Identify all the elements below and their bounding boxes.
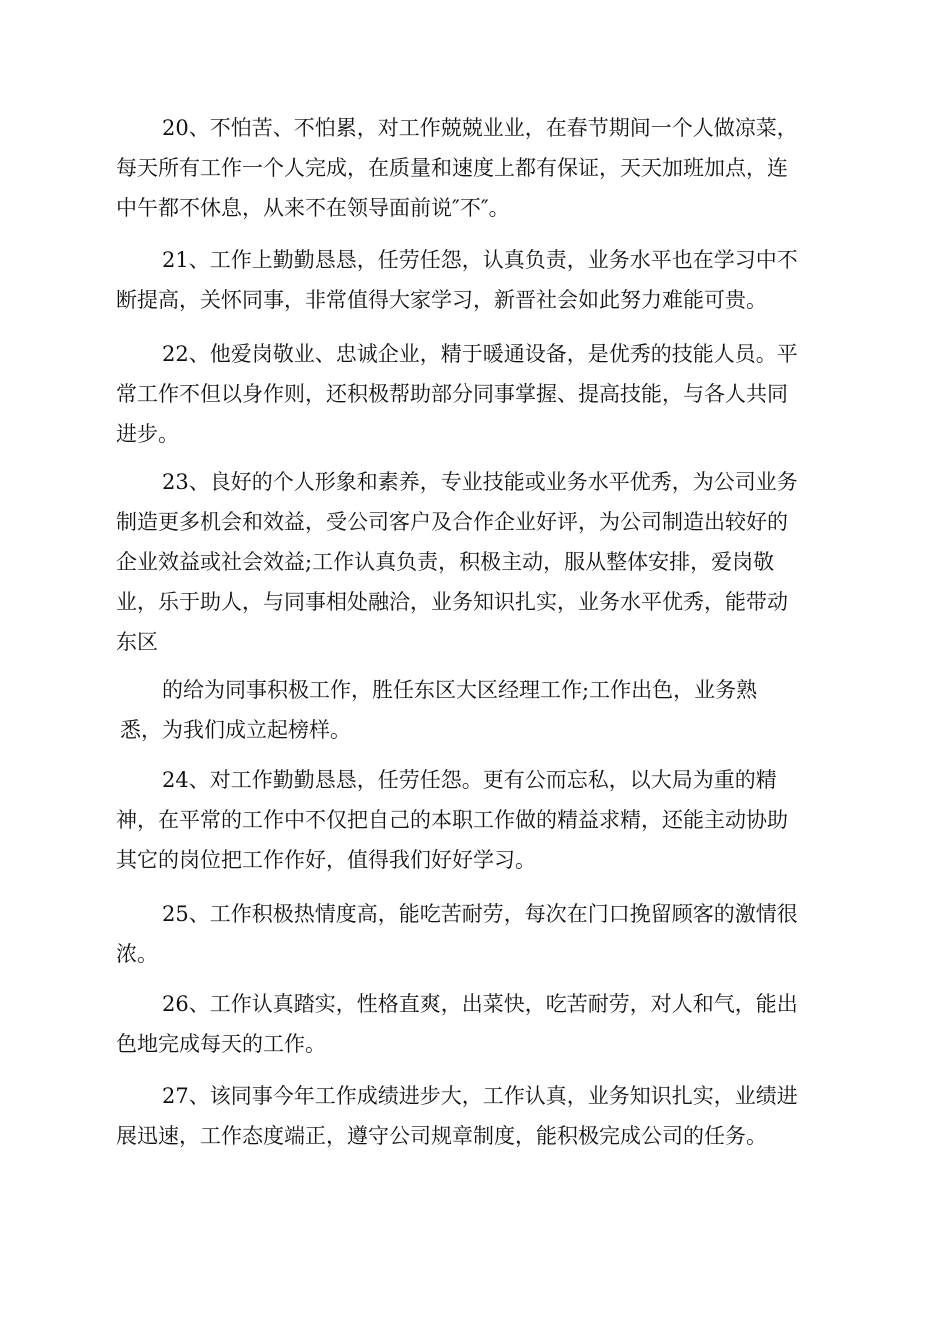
paragraph-line: 业，乐于助人，与同事相处融洽，业务知识扎实，业务水平优秀，能带动 xyxy=(116,590,788,614)
paragraph-27 xyxy=(116,1076,836,1156)
paragraph-line: 断提高，关怀同事，非常值得大家学习，新晋社会如此努力难能可贵。 xyxy=(116,288,767,312)
paragraph-line: 色地完成每天的工作。 xyxy=(116,1032,326,1056)
paragraph-line: 常工作不但以身作则，还积极帮助部分同事掌握、提高技能，与各人共同 xyxy=(116,382,788,406)
paragraph-line: 神，在平常的工作中不仅把自己的本职工作做的精益求精，还能主动协助 xyxy=(116,808,788,832)
paragraph-line: 中午都不休息，从来不在领导面前说″不″。 xyxy=(116,196,510,220)
paragraph-line: 制造更多机会和效益，受公司客户及合作企业好评，为公司制造出较好的 xyxy=(116,510,788,534)
paragraph-line: 进步。 xyxy=(116,422,179,446)
paragraph-line: 浓。 xyxy=(116,942,158,966)
paragraph-line: 的给为同事积极工作，胜任东区大区经理工作;工作出色，业务熟 xyxy=(162,678,758,702)
paragraph-line: 24、对工作勤勤恳恳，任劳任怨。更有公而忘私，以大局为重的精 xyxy=(162,768,777,792)
paragraph-line: 22、他爱岗敬业、忠诚企业，精于暖通设备，是优秀的技能人员。平 xyxy=(162,342,798,366)
paragraph-line: 每天所有工作一个人完成，在质量和速度上都有保证，天天加班加点，连 xyxy=(116,156,788,180)
paragraph-line: 悉，为我们成立起榜样。 xyxy=(120,718,351,742)
paragraph-24 xyxy=(116,760,836,880)
paragraph-line: 展迅速，工作态度端正，遵守公司规章制度，能积极完成公司的任务。 xyxy=(116,1124,767,1148)
paragraph-22 xyxy=(116,334,836,454)
paragraph-23-continued xyxy=(116,670,836,750)
paragraph-line: 27、该同事今年工作成绩进步大，工作认真，业务知识扎实，业绩进 xyxy=(162,1084,798,1108)
paragraph-line: 企业效益或社会效益;工作认真负责，积极主动，服从整体安排，爱岗敬 xyxy=(116,550,775,574)
paragraph-line: 其它的岗位把工作作好，值得我们好好学习。 xyxy=(116,848,536,872)
paragraph-line: 25、工作积极热情度高，能吃苦耐劳，每次在门口挽留顾客的激情很 xyxy=(162,902,798,926)
paragraph-line: 东区 xyxy=(116,630,158,654)
paragraph-26 xyxy=(116,984,836,1064)
paragraph-25 xyxy=(116,894,836,974)
paragraph-23 xyxy=(116,462,836,662)
paragraph-line: 21、工作上勤勤恳恳，任劳任怨，认真负责，业务水平也在学习中不 xyxy=(162,248,798,272)
paragraph-line: 20、不怕苦、不怕累，对工作兢兢业业，在春节期间一个人做凉菜， xyxy=(162,116,798,140)
paragraph-21 xyxy=(116,240,836,320)
paragraph-line: 23、良好的个人形象和素养，专业技能或业务水平优秀，为公司业务 xyxy=(162,470,798,494)
paragraph-20 xyxy=(116,108,836,228)
paragraph-line: 26、工作认真踏实，性格直爽，出菜快，吃苦耐劳，对人和气，能出 xyxy=(162,992,798,1016)
